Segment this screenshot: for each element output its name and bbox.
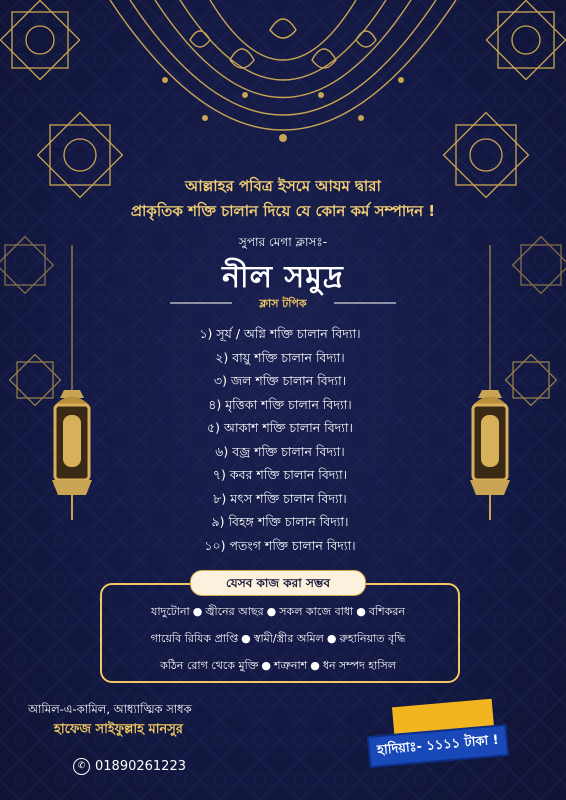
- headline-line-1: আল্লাহর পবিত্র ইসমে আযম দ্বারা: [185, 177, 381, 195]
- class-title: নীল সমুদ্র: [222, 260, 344, 295]
- class-subtitle: সুপার মেগা ক্লাসঃ-: [238, 235, 328, 249]
- capabilities-title: যেসব কাজ করা সম্ভব: [190, 570, 366, 596]
- capability-item: বশিকরন: [368, 605, 405, 618]
- list-item: ৯) বিহঙ্গ শক্তি চালান বিদ্যা।: [211, 514, 349, 529]
- whatsapp-icon: ✆: [73, 758, 90, 775]
- headline: [0, 174, 566, 224]
- list-item: ১০) পতংগ শক্তি চালান বিদ্যা।: [204, 537, 356, 553]
- list-item: ২) বায়ু শক্তি চালান বিদ্যা।: [215, 349, 345, 365]
- list-item: ৬) বজ্র শক্তি চালান বিদ্যা।: [215, 443, 345, 459]
- capability-item: জ্বীনের আছর: [205, 605, 264, 618]
- capability-item: কঠিন রোগ থেকে মুক্তি: [160, 659, 259, 672]
- capability-row-1: যাদুটোনা ● জ্বীনের আছর ● সকল কাজে বাধা ● বশিকরন: [151, 605, 405, 618]
- headline-line-2: প্রাকৃতিক শক্তি চালান দিয়ে যে কোন কর্ম সম্পাদন !: [130, 202, 436, 220]
- list-item: ৭) কবর শক্তি চালান বিদ্যা।: [212, 467, 348, 482]
- list-item: ৩) জল শক্তি চালান বিদ্যা।: [213, 373, 347, 388]
- capability-item: যাদুটোনা: [151, 605, 190, 618]
- capability-item: রুহানিয়াত বৃদ্ধি: [339, 632, 406, 645]
- phone-contact[interactable]: [73, 758, 186, 775]
- capability-item: শত্রুনাশ: [274, 659, 308, 672]
- capability-row-3: কঠিন রোগ থেকে মুক্তি ● শত্রুনাশ ● ধন সম্পদ হাসিল: [160, 659, 396, 672]
- topic-label: ক্লাস টপিক: [259, 297, 307, 310]
- topic-list: [150, 322, 410, 557]
- price-badge: হাদিয়াঃ- ১১১১ টাকা !: [369, 726, 507, 766]
- list-item: ৪) মৃত্তিকা শক্তি চালান বিদ্যা।: [208, 396, 352, 412]
- capability-item: সকল কাজে বাধা: [279, 605, 354, 618]
- list-item: ৮) মৎস শক্তি চালান বিদ্যা।: [213, 490, 347, 506]
- list-item: ১) সূর্য / অগ্নি শক্তি চালান বিদ্যা।: [199, 326, 361, 341]
- capability-item: গায়েবি রিযিক প্রাপ্তি: [150, 632, 239, 645]
- author-name: হাফেজ সাইফুল্লাহ মানসুর: [54, 722, 183, 737]
- capability-item: ধন সম্পদ হাসিল: [322, 659, 396, 672]
- author-title: আমিল-এ-কামিল, আধ্যাত্মিক সাধক: [28, 702, 192, 716]
- capability-row-2: গায়েবি রিযিক প্রাপ্তি ● স্বামী/স্ত্রীর অমিল ● রুহানিয়াত বৃদ্ধি: [150, 632, 406, 645]
- phone-number: 01890261223: [95, 759, 186, 774]
- list-item: ৫) আকাশ শক্তি চালান বিদ্যা।: [207, 420, 353, 435]
- capability-item: স্বামী/স্ত্রীর অমিল: [253, 632, 324, 645]
